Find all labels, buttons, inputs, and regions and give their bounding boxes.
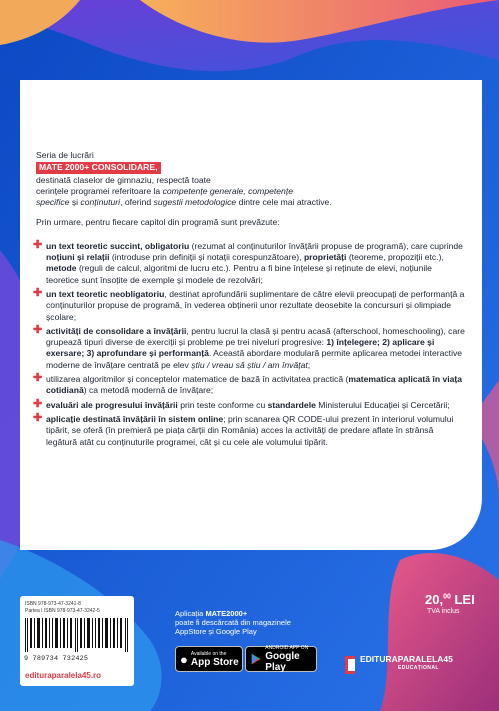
- item-text: utilizarea algoritmilor și conceptelor matematice de bază în activitatea practică (: [46, 374, 349, 385]
- plus-icon: ✚: [33, 286, 43, 299]
- appstore-big-text: App Store: [190, 656, 239, 668]
- intro-line: destinată claselor de gimnaziu, respectă toate: [36, 174, 211, 185]
- publisher-subtitle: EDUCAȚIONAL: [398, 665, 439, 671]
- item-text: (teoreme, propoziții etc.),: [346, 252, 444, 263]
- price-main: 20,: [425, 592, 444, 607]
- list-item: [33, 397, 466, 411]
- item-text: (reguli de calcul, algoritmi de lucru etc.). Pentru a fi bine înțelese și reținute de elevi, noțiunile teoretice sunt însoțite de exemple și modele de rezolvări;: [46, 263, 432, 285]
- app-store-button[interactable]: [175, 646, 243, 672]
- plus-icon: ✚: [33, 238, 43, 251]
- publisher-website-link[interactable]: edituraparalela45.ro: [25, 671, 102, 680]
- google-play-icon: [250, 652, 262, 666]
- price-label: [425, 592, 475, 607]
- intro-italic: sugestii metodologice: [153, 197, 237, 208]
- publisher-name: [360, 654, 453, 664]
- list-item: [33, 411, 466, 448]
- back-cover-text: [33, 150, 466, 448]
- intro-italic: conținuturi: [80, 197, 121, 208]
- list-item: [33, 238, 466, 286]
- item-title: evaluări ale progresului învățării: [46, 399, 178, 410]
- plus-icon: ✚: [33, 397, 43, 410]
- item-text: ;: [307, 359, 311, 370]
- app-text: poate fi descărcată din magazinele: [175, 618, 291, 627]
- vat-note: TVA inclus: [427, 608, 460, 615]
- app-text: AppStore și Google Play: [175, 627, 257, 636]
- barcode-image: [25, 618, 129, 652]
- list-item: [33, 323, 466, 371]
- app-text: Aplicația: [175, 609, 206, 618]
- plus-icon: ✚: [33, 411, 43, 424]
- isbn-text: [25, 601, 100, 614]
- item-text: Ministerului Educației și Cercetării;: [315, 399, 450, 410]
- item-italic: știu / vreau să știu / am învățat: [191, 359, 308, 370]
- item-text: (introduse prin definiții și notații corespunzătoare),: [109, 252, 304, 263]
- item-bold: standardele: [267, 399, 316, 410]
- item-bold: 1) înțelegere; 2) aplicare și exersare; 3) aprofundare și performanță: [46, 337, 435, 359]
- app-promo-text: [175, 609, 291, 636]
- item-text: ) ca metodă modernă de învățare;: [83, 385, 214, 396]
- google-play-button[interactable]: [245, 646, 317, 672]
- intro-text: dintre cele mai atractive.: [236, 197, 332, 208]
- list-item: [33, 372, 466, 397]
- intro-text: și: [69, 197, 81, 208]
- item-text: , destinat aprofundării suplimentare de către elevii preocupați de performanță a conținuturilor propuse de programă, în vederea obținerii unor rezultate deosebite la concursuri și olimpiade școlare;: [46, 288, 465, 322]
- isbn-line: Partea I ISBN 978-973-47-3242-5: [25, 607, 100, 614]
- intro-italic: competențe generale, competențe: [162, 185, 294, 196]
- isbn-line: ISBN 978-973-47-3241-8: [25, 601, 81, 607]
- publisher-name-a: EDITURA: [360, 654, 398, 664]
- item-bold: proprietăți: [303, 252, 347, 263]
- price-cents: 00: [443, 593, 451, 601]
- item-title: aplicație destinată învățării în sistem online: [46, 413, 224, 424]
- appstore-small-text: Available on the: [190, 650, 227, 657]
- publisher-name-b: PARALELA45: [397, 654, 453, 664]
- item-bold: metode: [46, 263, 77, 274]
- item-text: . Această abordare modulară permite aplicarea metodei interactive moderne de învățare centrată pe elev: [46, 348, 463, 370]
- item-bold: matematica aplicată în viața cotidiană: [46, 374, 463, 396]
- series-name-badge: MATE 2000+ CONSOLIDARE,: [36, 162, 161, 173]
- item-title: un text teoretic neobligatoriu: [46, 288, 165, 299]
- plus-icon: ✚: [33, 372, 43, 385]
- item-text: , pentru lucrul la clasă și pentru acasă (afterschool, homeschooling), care grupează tipuri diverse de exerciții și probleme pe trei niveluri progresive:: [46, 325, 465, 348]
- intro-text: cerințele programei referitoare la: [36, 185, 163, 196]
- item-text: prin teste conforme cu: [177, 399, 268, 410]
- intro-series-line: Seria de lucrări: [36, 150, 94, 160]
- price-currency: LEI: [450, 592, 475, 607]
- gplay-small-text: ANDROID APP ON: [265, 645, 309, 651]
- plus-icon: ✚: [33, 323, 43, 336]
- list-item: [33, 286, 466, 323]
- barcode-digits: 9 789734 732425: [24, 655, 89, 663]
- app-name: MATE2000+: [205, 609, 248, 618]
- item-title: activități de consolidare a învățării: [46, 325, 187, 336]
- item-text: ; prin scanarea QR CODE-ului prezent în interiorul volumului tipărit, se oferă (în premieră pe piața cărții din România) acces la activități de predare aflate în strânsă legătură atât cu conținuturile programei, cât și cu cele ale volumului tipărit.: [46, 413, 454, 447]
- item-bold: noțiuni și relații: [46, 252, 110, 263]
- item-title: un text teoretic succint, obligatoriu: [46, 240, 190, 251]
- intro-italic: specifice: [36, 197, 70, 208]
- gplay-big-text: Google Play: [265, 651, 300, 673]
- intro-text: , oferind: [120, 197, 154, 208]
- item-text: (rezumat al conținuturilor învățării propuse de programă), care cuprinde: [189, 240, 463, 251]
- apple-icon: ●: [180, 651, 188, 667]
- lead-sentence: Prin urmare, pentru fiecare capitol din programă sunt prevăzute:: [36, 217, 280, 228]
